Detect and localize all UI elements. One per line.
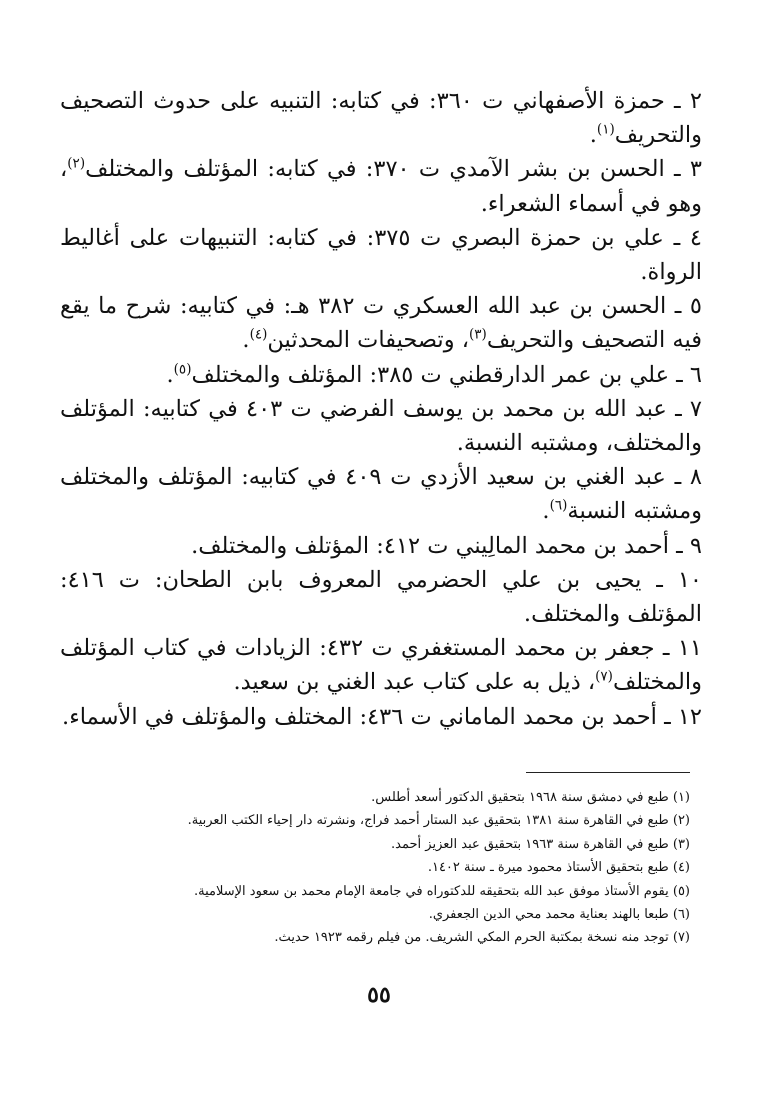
entry: ١٢ ـ أحمد بن محمد الماماني ت ٤٣٦: المختلف والمؤتلف في الأسماء.: [62, 703, 702, 730]
footnote-ref: (٤): [249, 326, 268, 343]
entry: ٥ ـ الحسن بن عبد الله العسكري ت ٣٨٢ هـ: في كتابيه: شرح ما يقع فيه التصحيف والتحريف$^{(٣)}$، وتصحيفات المحدثين$^{(٤)}$.: [60, 293, 702, 354]
footnotes: [50, 786, 690, 950]
footnote-ref: (١): [596, 121, 615, 138]
entry: ٧ ـ عبد الله بن محمد بن يوسف الفرضي ت ٤٠٣ في كتابيه: المؤتلف والمختلف، ومشتبه النسبة.: [60, 395, 702, 457]
footnote-separator: [526, 772, 690, 773]
footnote-ref: (٥): [173, 361, 192, 378]
footnote-ref: (٣): [468, 326, 487, 343]
footnote: (٢) طبع في القاهرة سنة ١٣٨١ بتحقيق عبد الستار أحمد فراج، ونشرته دار إحياء الكتب العربية.: [187, 813, 690, 829]
footnote: (٣) طبع في القاهرة سنة ١٩٦٣ بتحقيق عبد العزيز أحمد.: [391, 836, 690, 852]
footnote-ref: (٢): [67, 155, 86, 172]
footnote-ref: (٦): [549, 497, 568, 514]
footnote: (٦) طبعا بالهند بعناية محمد محي الدين الجعفري.: [428, 907, 690, 923]
entry: ٦ ـ علي بن عمر الدارقطني ت ٣٨٥: المؤتلف والمختلف$^{(٥)}$.: [166, 361, 702, 388]
page-number: ٥٥: [367, 982, 391, 1008]
footnote-ref: (٧): [595, 668, 613, 685]
entry: ٤ ـ علي بن حمزة البصري ت ٣٧٥: في كتابه: التنبيهات على أغاليط الرواة.: [60, 224, 702, 286]
entry: ١٠ ـ يحيى بن علي الحضرمي المعروف بابن الطحان: ت ٤١٦: المؤتلف والمختلف.: [60, 566, 702, 628]
entry: ٣ ـ الحسن بن بشر الآمدي ت ٣٧٠: في كتابه: المؤتلف والمختلف$^{(٢)}$، وهو في أسماء الشعراء.: [60, 155, 702, 217]
footnote: (١) طبع في دمشق سنة ١٩٦٨ بتحقيق الدكتور أسعد أطلس.: [371, 790, 690, 805]
footnote: (٥) يقوم الأستاذ موفق عبد الله بتحقيقه للدكتوراه في جامعة الإمام محمد بن سعود الإسلامية.: [193, 883, 690, 899]
entry: ١١ ـ جعفر بن محمد المستغفري ت ٤٣٢: الزيادات في كتاب المؤتلف والمختلف$^{(٧)}$، ذيل به على كتاب عبد الغني بن سعيد.: [60, 635, 702, 696]
entry: ٩ ـ أحمد بن محمد المالِيني ت ٤١٢: المؤتلف والمختلف.: [191, 532, 702, 559]
entry: ٨ ـ عبد الغني بن سعيد الأزدي ت ٤٠٩ في كتابيه: المؤتلف والمختلف ومشتبه النسبة$^{(٦)}$.: [60, 464, 702, 525]
footnote: (٤) طبع بتحقيق الأستاذ محمود ميرة ـ سنة ١٤٠٢.: [427, 860, 690, 876]
entries-list: [60, 84, 702, 734]
footnote: (٧) توجد منه نسخة بمكتبة الحرم المكي الشريف. من فيلم رقمه ١٩٢٣ حديث.: [274, 930, 690, 946]
entry: ٢ ـ حمزة الأصفهاني ت ٣٦٠: في كتابه: التنبيه على حدوث التصحيف والتحريف$^{(١)}$.: [60, 88, 702, 149]
